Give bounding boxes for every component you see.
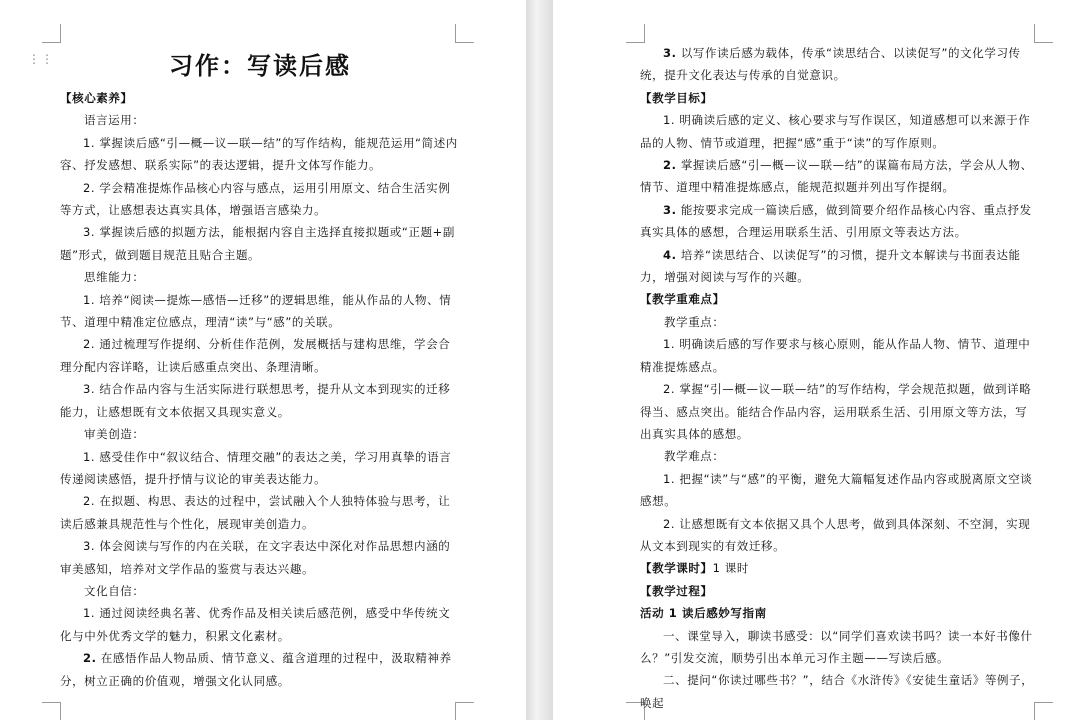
- activity-title: 活动 1 读后感妙写指南: [640, 606, 767, 621]
- paragraph: 2. 掌握“引—概—议—联—结”的写作结构，学会规范拟题，做到详略得当、感点突出。能结合作品内容，运用联系生活、引用原文等方法，写出真实具体的感想。: [640, 382, 1032, 441]
- document-page-right: [553, 0, 1080, 720]
- paragraph: [640, 42, 1038, 87]
- crop-mark-top-right: [455, 24, 474, 43]
- heading-teaching-process: 【教学过程】: [640, 583, 713, 598]
- paragraph: 1. 感受佳作中“叙议结合、情理交融”的表达之美，学习用真挚的语言传递阅读感悟，提升抒情与议论的审美表达能力。: [60, 449, 452, 486]
- paragraph: 2. 学会精准提炼作品核心内容与感点，运用引用原文、结合生活实例等方式，让感想表达真实具体，增强语言感染力。: [60, 180, 451, 218]
- crop-mark-bottom-right: [455, 702, 474, 720]
- subheading-aesthetic: 审美创造：: [84, 427, 145, 442]
- crop-mark-top-right: [1034, 24, 1053, 43]
- document-title: 习作：写读后感: [169, 51, 351, 80]
- paragraph: 1. 通过阅读经典名著、优秀作品及相关读后感范例，感受中华传统文化与中外优秀文学的魅力，积累文化素材。: [60, 606, 451, 643]
- item-number: 2.: [83, 651, 97, 666]
- paragraph: [60, 647, 460, 692]
- paragraph: 一、课堂导入，聊读书感受：以“同学们喜欢读书吗？读一本好书像什么？”引发交流，顺势引出本单元习作主题——写读后感。: [640, 628, 1033, 665]
- document-page-left: [0, 0, 526, 720]
- heading-key-difficult-points: 【教学重难点】: [640, 292, 725, 307]
- paragraph: [640, 244, 1038, 289]
- item-text: 在感悟作品人物品质、情节意义、蕴含道理的过程中，汲取精神养分，树立正确的价值观，增强文化认同感。: [60, 651, 452, 688]
- paragraph: 1. 培养“阅读—提炼—感悟—迁移”的逻辑思维，能从作品的人物、情节、道理中精准定位感点，理清“读”与“感”的关联。: [60, 292, 452, 330]
- heading-core-literacy: 【核心素养】: [60, 91, 133, 105]
- paragraph: 3. 体会阅读与写作的内在关联，在文字表达中深化对作品思想内涵的审美感知，培养对文学作品的鉴赏与表达兴趣。: [60, 539, 451, 576]
- teaching-hours-line: [640, 557, 1038, 579]
- heading-teaching-hours: 【教学课时】: [640, 561, 713, 576]
- paragraph: 1. 把握“读”与“感”的平衡，避免大篇幅复述作品内容或脱离原文空谈感想。: [640, 471, 1033, 509]
- paragraph: 2. 让感想既有文本依据又具个人思考，做到具体深刻、不空洞，实现从文本到现实的有效迁移。: [640, 516, 1031, 553]
- subheading-language: 语言运用：: [84, 113, 145, 128]
- item-text: 以写作读后感为载体，传承“读思结合、以读促写”的文化学习传统，提升文化表达与传承的自觉意识。: [640, 46, 1021, 83]
- item-number: 4.: [663, 247, 677, 262]
- left-body: [60, 87, 460, 692]
- subheading-thinking: 思维能力：: [84, 270, 145, 285]
- subheading-key-points: 教学重点：: [664, 314, 725, 329]
- drag-handle-icon[interactable]: ⋮⋮: [28, 52, 54, 66]
- item-number: 3.: [663, 46, 677, 60]
- crop-mark-top-left: [626, 24, 645, 43]
- page-gutter: [526, 0, 553, 720]
- teaching-hours-value: 1 课时: [712, 561, 749, 576]
- paragraph: 2. 在拟题、构思、表达的过程中，尝试融入个人独特体验与思考，让读后感兼具规范性与个性化，展现审美创造力。: [60, 494, 451, 531]
- heading-teaching-goals: 【教学目标】: [640, 90, 713, 105]
- subheading-culture: 文化自信：: [84, 583, 145, 598]
- paragraph: 3. 结合作品内容与生活实际进行联想思考，提升从文本到现实的迁移能力，让感想既有文本依据又具现实意义。: [60, 382, 451, 419]
- item-text: 掌握读后感“引—概—议—联—结”的谋篇布局方法，学会从人物、情节、道理中精准提炼感点，能规范拟题并列出写作提纲。: [640, 158, 1033, 195]
- paragraph: [640, 199, 1038, 244]
- item-number: 3.: [663, 202, 677, 217]
- item-number: 2.: [663, 158, 677, 173]
- right-body: [640, 42, 1038, 714]
- paragraph: 2. 通过梳理写作提纲、分析佳作范例，发展概括与建构思维，学会合理分配内容详略，让读后感重点突出、条理清晰。: [60, 337, 451, 374]
- paragraph: 1. 掌握读后感“引—概—议—联—结”的写作结构，能规范运用“简述内容、抒发感想、联系实际”的表达逻辑，提升文体写作能力。: [60, 135, 458, 173]
- item-text: 培养“读思结合、以读促写”的习惯，提升文本解读与书面表达能力，增强对阅读与写作的兴趣。: [640, 247, 1021, 285]
- paragraph: 1. 明确读后感的定义、核心要求与写作误区，知道感想可以来源于作品的人物、情节或道理，把握“感”重于“读”的写作原则。: [640, 113, 1031, 150]
- crop-mark-top-left: [42, 24, 61, 43]
- paragraph: 3. 掌握读后感的拟题方法，能根据内容自主选择直接拟题或“正题+副题”形式，做到题目规范且贴合主题。: [60, 225, 456, 262]
- subheading-difficult-points: 教学难点：: [664, 449, 725, 464]
- paragraph: 二、提问“你读过哪些书？”，结合《水浒传》《安徒生童话》等例子，唤起: [640, 673, 1034, 710]
- item-text: 能按要求完成一篇读后感，做到简要介绍作品核心内容、重点抒发真实具体的感想，合理运用联系生活、引用原文等表达方法。: [640, 202, 1032, 240]
- crop-mark-bottom-left: [42, 702, 61, 720]
- paragraph: 1. 明确读后感的写作要求与核心原则，能从作品人物、情节、道理中精准提炼感点。: [640, 337, 1031, 374]
- paragraph: [640, 154, 1038, 199]
